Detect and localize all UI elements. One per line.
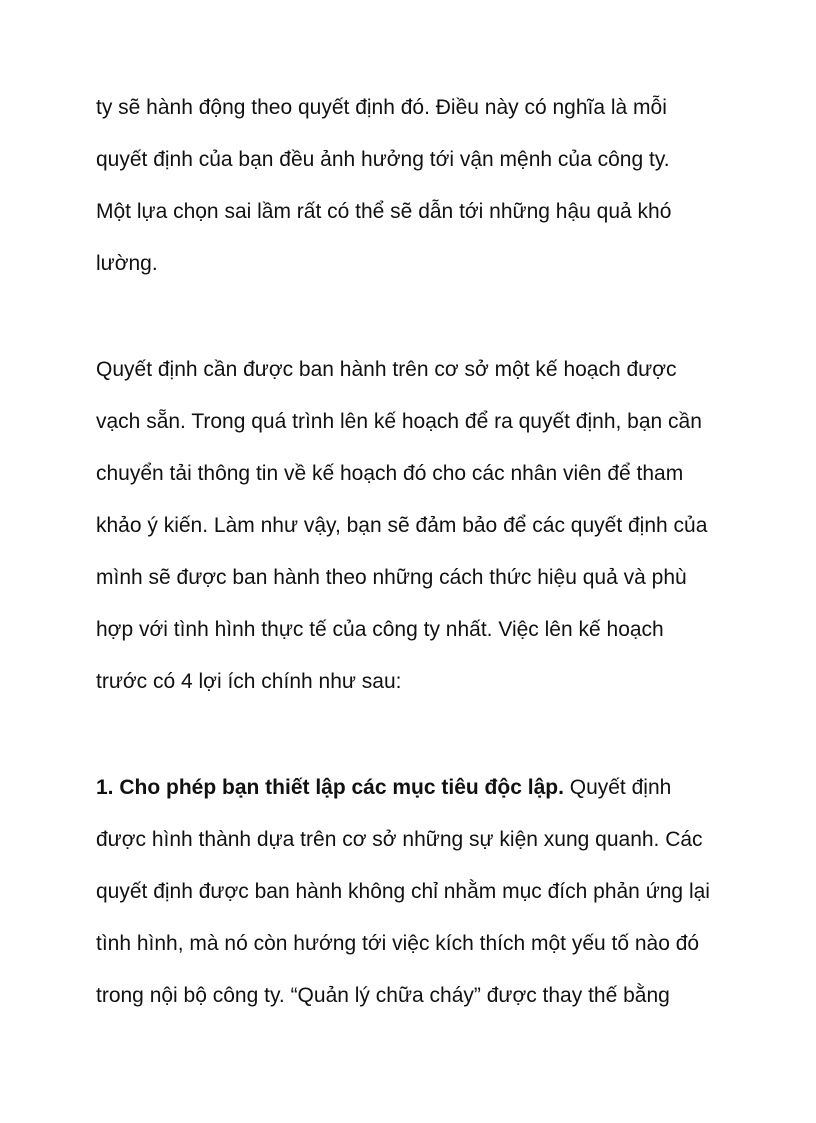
paragraph-2-line-1: Quyết định cần được ban hành trên cơ sở một kế hoạch được	[96, 358, 677, 381]
paragraph-3-line-5: trong nội bộ công ty. “Quản lý chữa cháy” được thay thế bằng	[96, 984, 670, 1007]
list-item-heading: 1. Cho phép bạn thiết lập các mục tiêu độc lập.	[96, 776, 564, 799]
paragraph-2-line-2: vạch sẵn. Trong quá trình lên kế hoạch để ra quyết định, bạn cần	[96, 410, 702, 433]
paragraph-3-line-1-rest: Quyết định	[563, 776, 672, 799]
paragraph-2-line-7: trước có 4 lợi ích chính như sau:	[96, 670, 402, 693]
paragraph-2-line-5: mình sẽ được ban hành theo những cách thức hiệu quả và phù	[96, 566, 687, 589]
paragraph-3-line-1	[96, 774, 671, 802]
paragraph-2-line-4: khảo ý kiến. Làm như vậy, bạn sẽ đảm bảo để các quyết định của	[96, 514, 708, 537]
paragraph-3-line-4: tình hình, mà nó còn hướng tới việc kích thích một yếu tố nào đó	[96, 932, 700, 955]
paragraph-2-line-6: hợp với tình hình thực tế của công ty nhất. Việc lên kế hoạch	[96, 618, 664, 641]
paragraph-2-line-3: chuyển tải thông tin về kế hoạch đó cho các nhân viên để tham	[96, 462, 684, 485]
paragraph-1-line-1: ty sẽ hành động theo quyết định đó. Điều này có nghĩa là mỗi	[96, 96, 667, 119]
paragraph-1-line-2: quyết định của bạn đều ảnh hưởng tới vận mệnh của công ty.	[96, 148, 670, 171]
paragraph-3-line-3: quyết định được ban hành không chỉ nhằm mục đích phản ứng lại	[96, 880, 710, 903]
paragraph-1-line-4: lường.	[96, 252, 158, 275]
paragraph-1-line-3: Một lựa chọn sai lầm rất có thể sẽ dẫn tới những hậu quả khó	[96, 200, 672, 223]
paragraph-3-line-2: được hình thành dựa trên cơ sở những sự kiện xung quanh. Các	[96, 828, 703, 851]
